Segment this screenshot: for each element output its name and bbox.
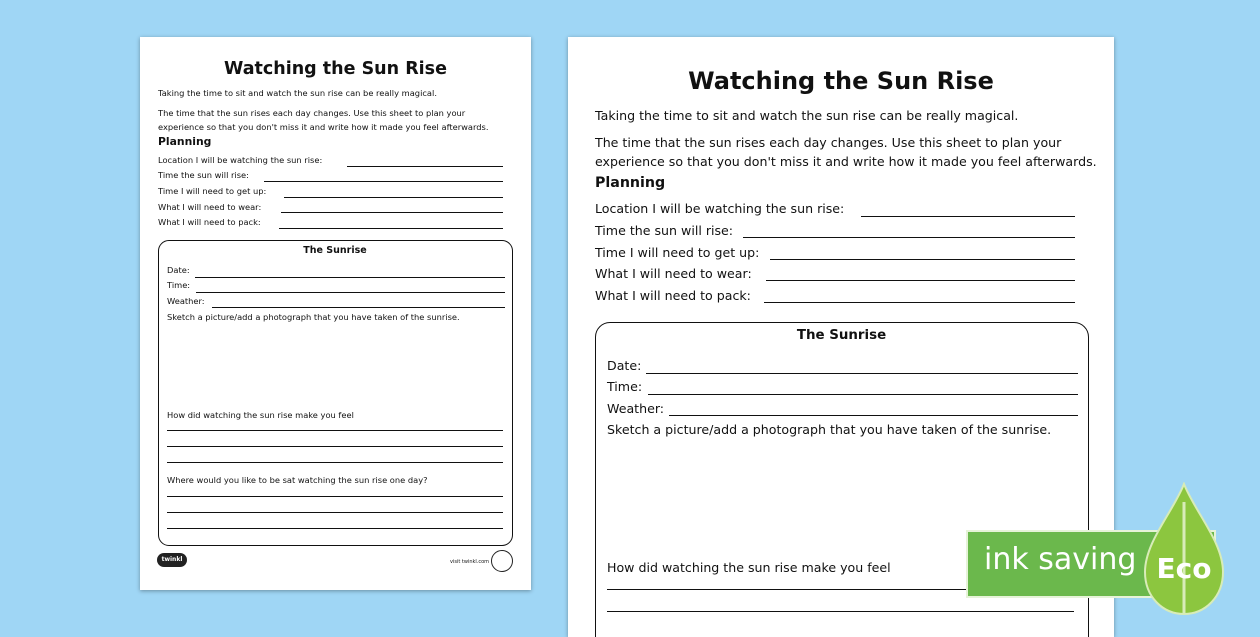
answer-line	[167, 462, 503, 463]
footer-url: visit twinkl.com	[450, 559, 490, 565]
sketch-prompt: Sketch a picture/add a photograph that you have taken of the sunrise.	[607, 422, 1052, 437]
planning-heading: Planning	[595, 175, 666, 191]
field-wear-line	[281, 212, 503, 213]
field-pack-line	[279, 228, 503, 229]
field-weather-line	[212, 307, 505, 308]
answer-line	[167, 496, 503, 497]
field-time: Time:	[167, 280, 191, 290]
intro-text: Taking the time to sit and watch the sun rise can be really magical.	[595, 108, 1019, 123]
worksheet-title: Watching the Sun Rise	[688, 67, 994, 95]
answer-line	[167, 528, 503, 529]
field-get-up-line	[284, 197, 503, 198]
ink-saving-label: ink saving	[984, 542, 1137, 577]
eco-label: Eco	[1156, 552, 1212, 585]
worksheet-preview-small	[140, 37, 531, 590]
eco-drop-badge	[1143, 482, 1233, 622]
sunrise-heading: The Sunrise	[303, 245, 367, 256]
field-time-line	[196, 292, 505, 293]
field-time: Time:	[607, 379, 643, 394]
sunrise-box	[158, 240, 513, 546]
field-wear-line	[766, 280, 1075, 281]
field-date: Date:	[167, 265, 190, 275]
worksheet-title: Watching the Sun Rise	[224, 59, 447, 79]
field-rise-time-line	[743, 237, 1075, 238]
description-line-1: The time that the sun rises each day changes. Use this sheet to plan your	[158, 108, 466, 118]
intro-text: Taking the time to sit and watch the sun rise can be really magical.	[158, 88, 437, 98]
field-wear: What I will need to wear:	[158, 202, 262, 212]
field-weather-line	[669, 415, 1078, 416]
field-weather: Weather:	[167, 296, 205, 306]
answer-line	[167, 512, 503, 513]
field-date-line	[195, 277, 505, 278]
answer-line	[167, 430, 503, 431]
field-time-line	[648, 394, 1078, 395]
field-location-line	[861, 216, 1075, 217]
sketch-prompt: Sketch a picture/add a photograph that you have taken of the sunrise.	[167, 312, 460, 322]
description-line-1: The time that the sun rises each day changes. Use this sheet to plan your	[595, 135, 1062, 150]
twinkl-badge-icon	[491, 550, 513, 572]
description-line-2: experience so that you don't miss it and write how it made you feel afterwards.	[158, 122, 489, 132]
field-get-up-line	[770, 259, 1075, 260]
feel-question: How did watching the sun rise make you feel	[607, 560, 891, 575]
field-location: Location I will be watching the sun rise:	[595, 201, 845, 216]
field-weather: Weather:	[607, 401, 665, 416]
where-question: Where would you like to be sat watching the sun rise one day?	[167, 475, 428, 485]
planning-heading: Planning	[158, 135, 212, 148]
field-location-line	[347, 166, 503, 167]
field-rise-time: Time the sun will rise:	[595, 223, 734, 238]
sunrise-heading: The Sunrise	[796, 328, 887, 343]
field-rise-time-line	[264, 181, 503, 182]
twinkl-logo: twinkl	[157, 553, 187, 567]
field-date: Date:	[607, 358, 642, 373]
field-rise-time: Time the sun will rise:	[158, 170, 249, 180]
field-pack-line	[764, 302, 1075, 303]
feel-question: How did watching the sun rise make you feel	[167, 410, 354, 420]
description-line-2: experience so that you don't miss it and write how it made you feel afterwards.	[595, 154, 1097, 169]
answer-line	[167, 446, 503, 447]
field-pack: What I will need to pack:	[595, 288, 751, 303]
field-wear: What I will need to wear:	[595, 266, 752, 281]
answer-line	[607, 611, 1074, 612]
field-date-line	[646, 373, 1078, 374]
field-pack: What I will need to pack:	[158, 217, 261, 227]
field-get-up: Time I will need to get up:	[595, 245, 760, 260]
field-location: Location I will be watching the sun rise:	[158, 155, 323, 165]
field-get-up: Time I will need to get up:	[158, 186, 267, 196]
